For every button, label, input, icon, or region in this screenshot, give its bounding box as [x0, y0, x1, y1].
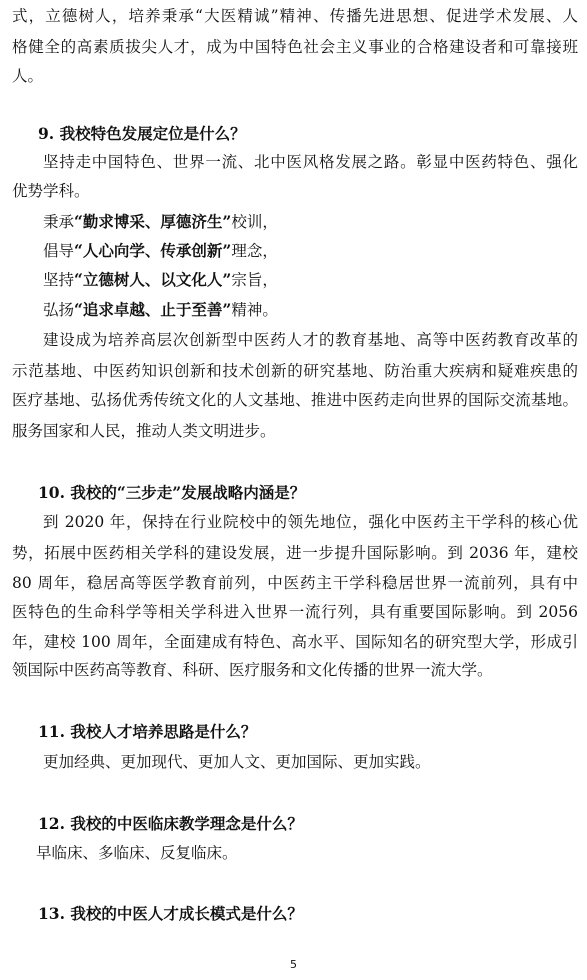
q11-heading: 11. 我校人才培养思路是什么？ — [38, 722, 257, 741]
idea-suffix: 理念， — [231, 242, 278, 260]
spirit-prefix: 弘扬 — [43, 301, 75, 319]
q9-idea — [43, 241, 578, 261]
q9-paragraph2-line2: 示范基地、中医药知识创新和技术创新的研究基地、防治重大疾病和疑难疾患的 — [12, 362, 578, 380]
q10-line6: 领国际中医药高等教育、科研、医疗服务和文化传播的世界一流大学。 — [12, 661, 493, 679]
intro-line-2: 格健全的高素质拔尖人才，成为中国特色社会主义事业的合格建设者和可靠接班 — [12, 38, 578, 56]
q9-paragraph2-line1: 建设成为培养高层次创新型中医药人才的教育基地、高等中医药教育改革的 — [43, 331, 578, 349]
idea-prefix: 倡导 — [43, 242, 75, 260]
q12-answer: 早临床、多临床、反复临床。 — [36, 844, 238, 862]
q9-spirit — [43, 300, 578, 320]
q13-heading: 13. 我校的中医人才成长模式是什么？ — [38, 904, 303, 923]
q9-paragraph2-line3: 医疗基地、弘扬优秀传统文化的人文基地、推进中医药走向世界的国际交流基地。 — [12, 391, 578, 409]
page-number: 5 — [290, 958, 297, 971]
idea-text: “人心向学、传承创新” — [74, 241, 232, 260]
q11-answer: 更加经典、更加现代、更加人文、更加国际、更加实践。 — [43, 753, 431, 771]
q12-heading: 12. 我校的中医临床教学理念是什么？ — [38, 814, 303, 833]
q10-line4: 医特色的生命科学等相关学科进入世界一流行列，具有重要国际影响。到 2056 — [12, 603, 578, 621]
q9-purpose — [43, 270, 578, 290]
purpose-prefix: 坚持 — [43, 271, 75, 289]
q10-line3: 80 周年，稳居高等医学教育前列，中医药主干学科稳居世界一流前列，具有中 — [12, 574, 578, 592]
q10-line2: 势，拓展中医药相关学科的建设发展，进一步提升国际影响。到 2036 年，建校 — [12, 544, 578, 562]
motto-text: “勤求博采、厚德济生” — [74, 212, 232, 231]
intro-line-3: 人。 — [12, 67, 44, 85]
q9-paragraph1-line1: 坚持走中国特色、世界一流、北中医风格发展之路。彰显中医药特色、强化 — [43, 153, 578, 171]
spirit-text: “追求卓越、止于至善” — [74, 300, 232, 319]
q10-line1: 到 2020 年，保持在行业院校中的领先地位，强化中医药主干学科的核心优 — [43, 513, 578, 531]
purpose-text: “立德树人、以文化人” — [74, 270, 232, 289]
motto-suffix: 校训， — [231, 213, 278, 231]
q9-paragraph2-line4: 服务国家和人民，推动人类文明进步。 — [12, 422, 276, 440]
q9-motto — [43, 212, 578, 232]
q9-paragraph1-line2: 优势学科。 — [12, 182, 90, 200]
q9-heading: 9. 我校特色发展定位是什么？ — [38, 124, 246, 143]
q10-line5: 年，建校 100 周年，全面建成有特色、高水平、国际知名的研究型大学，形成引 — [12, 633, 578, 651]
motto-prefix: 秉承 — [43, 213, 75, 231]
q10-heading: 10. 我校的“三步走”发展战略内涵是？ — [38, 483, 306, 502]
intro-line-1: 式，立德树人，培养秉承“大医精诚”精神、传播先进思想、促进学术发展、人 — [12, 7, 578, 25]
spirit-suffix: 精神。 — [231, 301, 278, 319]
purpose-suffix: 宗旨， — [231, 271, 278, 289]
